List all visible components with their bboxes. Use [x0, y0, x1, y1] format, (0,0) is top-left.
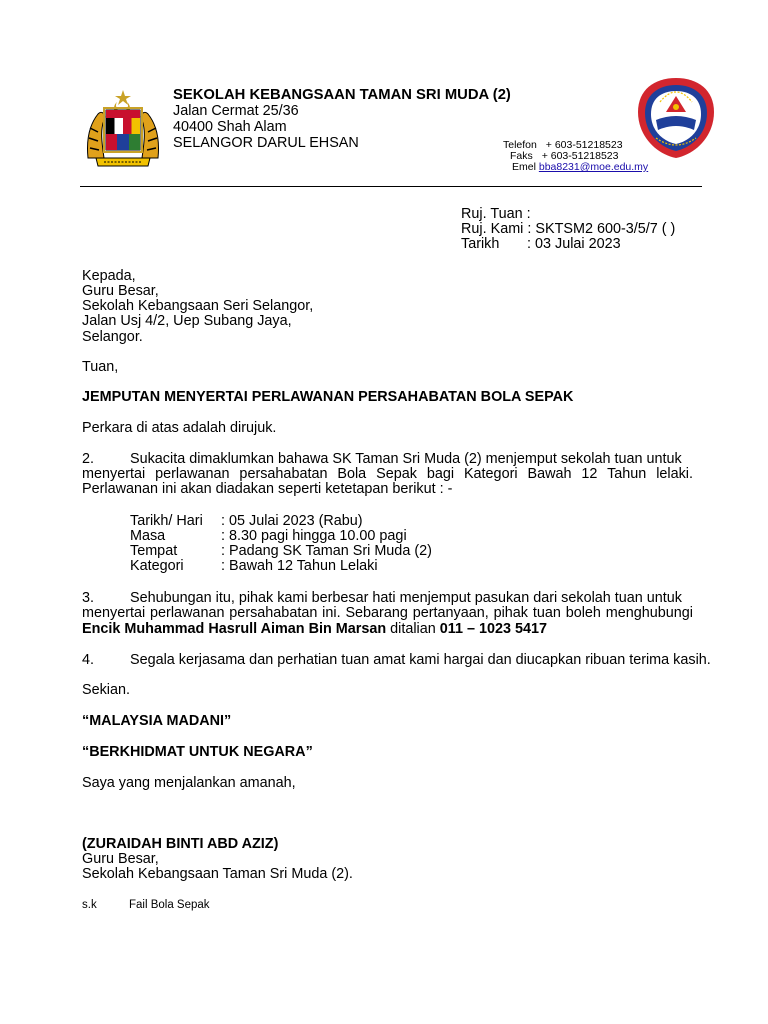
signatory-school: Sekolah Kebangsaan Taman Sri Muda (2).: [82, 866, 353, 882]
opening-line: Perkara di atas adalah dirujuk.: [82, 420, 277, 436]
recipient-line: Selangor.: [82, 329, 143, 345]
ruj-tuan: Ruj. Tuan :: [461, 206, 531, 222]
address-line: Jalan Cermat 25/36: [173, 103, 299, 119]
tarikh-value: : 03 Julai 2023: [527, 236, 621, 252]
detail-value: : 8.30 pagi hingga 10.00 pagi: [221, 528, 407, 544]
email-label: Emel: [512, 161, 536, 173]
motto-malaysia-madani: “MALAYSIA MADANI”: [82, 713, 232, 729]
contact-phone: 011 – 1023 5417: [439, 621, 548, 637]
signatory-title: Guru Besar,: [82, 851, 159, 867]
ruj-kami: Ruj. Kami : SKTSM2 600-3/5/7 ( ): [461, 221, 676, 237]
detail-label: Tempat: [130, 543, 178, 559]
school-name: SEKOLAH KEBANGSAAN TAMAN SRI MUDA (2): [173, 87, 511, 103]
closing-amanah: Saya yang menjalankan amanah,: [82, 775, 296, 791]
tarikh-label: Tarikh: [461, 236, 500, 252]
fax-label: Faks: [510, 150, 533, 162]
header-divider: [80, 186, 702, 187]
recipient-line: Jalan Usj 4/2, Uep Subang Jaya,: [82, 313, 292, 329]
detail-value: : Bawah 12 Tahun Lelaki: [221, 558, 378, 574]
detail-label: Tarikh/ Hari: [130, 513, 203, 529]
para2-line: Sukacita dimaklumkan bahawa SK Taman Sri Muda (2) menjemput sekolah tuan untuk: [130, 451, 682, 467]
phone-value: + 603-51218523: [545, 139, 623, 151]
detail-label: Kategori: [130, 558, 184, 574]
detail-value: : 05 Julai 2023 (Rabu): [221, 513, 363, 529]
national-crest-logo: [82, 88, 164, 170]
school-emblem-logo: [636, 76, 716, 160]
salutation: Tuan,: [82, 359, 119, 375]
detail-label: Masa: [130, 528, 166, 544]
email-line: [512, 160, 648, 175]
sekian: Sekian.: [82, 682, 130, 698]
fax-value: + 603-51218523: [541, 150, 619, 162]
phone-label: Telefon: [503, 139, 537, 151]
para2-line: Perlawanan ini akan diadakan seperti ketetapan berikut : -: [82, 481, 453, 497]
recipient-line: Guru Besar,: [82, 283, 159, 299]
cc-value: Fail Bola Sepak: [129, 899, 210, 911]
email-link[interactable]: bba8231@moe.edu.my: [538, 161, 649, 173]
contact-connector: ditalian: [386, 621, 440, 637]
recipient-line: Kepada,: [82, 268, 136, 284]
detail-value: : Padang SK Taman Sri Muda (2): [221, 543, 432, 559]
para4-number: 4.: [82, 652, 95, 668]
contact-name: Encik Muhammad Hasrull Aiman Bin Marsan: [82, 621, 387, 637]
cc-label: s.k: [82, 899, 97, 911]
address-line: 40400 Shah Alam: [173, 119, 287, 135]
para3-line: menyertai perlawanan persahabatan ini. Sebarang pertanyaan, pihak tuan boleh menghubungi: [82, 605, 693, 621]
para2-number: 2.: [82, 451, 95, 467]
para4-text: Segala kerjasama dan perhatian tuan amat kami hargai dan diucapkan ribuan terima kasih.: [130, 652, 711, 668]
para3-number: 3.: [82, 590, 95, 606]
recipient-line: Sekolah Kebangsaan Seri Selangor,: [82, 298, 314, 314]
subject-heading: JEMPUTAN MENYERTAI PERLAWANAN PERSAHABATAN BOLA SEPAK: [82, 389, 574, 405]
para3-contact-line: [82, 622, 547, 638]
signatory-name: (ZURAIDAH BINTI ABD AZIZ): [82, 836, 279, 852]
address-line: SELANGOR DARUL EHSAN: [173, 135, 359, 151]
motto-berkhidmat: “BERKHIDMAT UNTUK NEGARA”: [82, 744, 313, 760]
tarikh-line: [461, 237, 621, 253]
para3-line: Sehubungan itu, pihak kami berbesar hati menjemput pasukan dari sekolah tuan untuk: [130, 590, 682, 606]
para2-line: menyertai perlawanan persahabatan Bola Sepak bagi Kategori Bawah 12 Tahun lelaki.: [82, 466, 693, 482]
